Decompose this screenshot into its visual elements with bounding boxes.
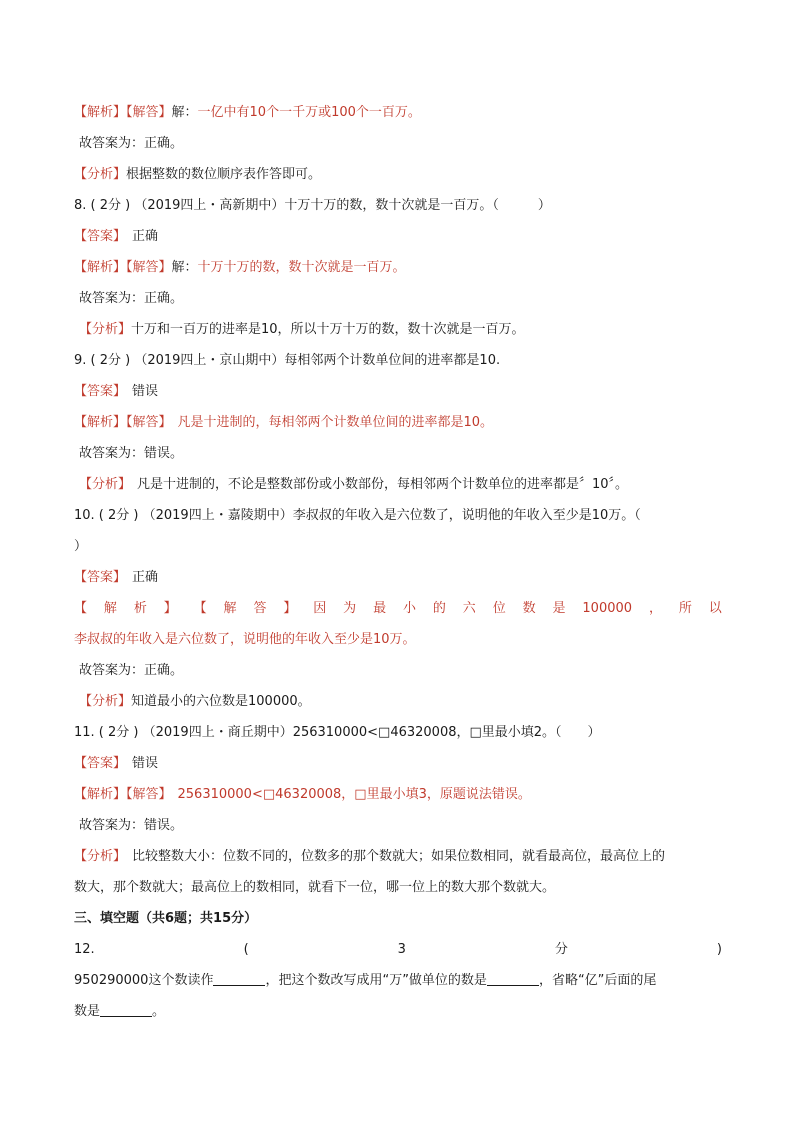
q9-conclusion: 故答案为：错误。 — [79, 446, 184, 461]
answer-tag: 【答案】 — [74, 229, 127, 244]
q9-stem: 9. ( 2分 ) （2019四上・京山期中）每相邻两个计数单位间的进率都是10. — [74, 353, 501, 368]
q8-stem: 8. ( 2分 ) （2019四上・高新期中）十万十万的数，数十次就是一百万。（ ） — [74, 198, 551, 213]
q12-line3: 数是 。 — [74, 1004, 166, 1019]
section-title: 三、填空题（共6题；共15分） — [74, 911, 258, 926]
q10-answer: 【答案】 正确 — [74, 570, 159, 585]
analysis-tag: 【解析】【解答】 — [74, 105, 172, 120]
q11-fenxi: 【分析】 比较整数大小：位数不同的，位数多的那个数就大；如果位数相同，就看最高位，最高位上的 — [74, 849, 666, 864]
q8-analysis: 【解析】【解答】解：十万十万的数，数十次就是一百万。 — [74, 260, 406, 275]
q11-fenxi-cont: 数大，那个数就大；最高位上的数相同，就看下一位，哪一位上的数大那个数就大。 — [74, 880, 556, 895]
q8-answer — [74, 226, 722, 248]
fill-blank-1[interactable] — [213, 971, 265, 986]
analysis-text: 一亿中有10个一千万或100个一百万。 — [197, 105, 421, 120]
q10-fenxi: 【分析】知道最小的六位数是100000。 — [79, 694, 311, 709]
q11-answer: 【答案】 错误 — [74, 756, 159, 771]
q10-stem: 10. ( 2分 ) （2019四上・嘉陵期中）李叔叔的年收入是六位数了，说明他的年收入至少是10万。（ — [74, 508, 641, 523]
q11-analysis: 【解析】【解答】 256310000<□46320008，□里最小填3，原题说法错误。 — [74, 787, 531, 802]
q10-analysis-justified: 【 解 析 】 【 解 答 】 因 为 最 小 的 六 位 数 是 100000 ， 所 以 — [74, 601, 722, 616]
q7-analysis: 【解析】【解答】解：一亿中有10个一千万或100个一百万。 — [74, 105, 421, 120]
q9-analysis: 【解析】【解答】 凡是十进制的，每相邻两个计数单位间的进率都是10。 — [74, 415, 494, 430]
q8-fenxi: 【分析】十万和一百万的进率是10，所以十万十万的数，数十次就是一百万。 — [79, 322, 525, 337]
fill-blank-3[interactable] — [100, 1002, 152, 1017]
q10-stem-cont: ） — [74, 539, 88, 554]
answer-value: 正确 — [132, 229, 159, 244]
q7-conclusion: 故答案为：正确。 — [79, 136, 184, 151]
q10-conclusion: 故答案为：正确。 — [79, 663, 184, 678]
q11-stem: 11. ( 2分 ) （2019四上・商丘期中）256310000<□46320008，□里最小填2。（ ） — [74, 725, 601, 740]
q9-fenxi: 【分析】 凡是十进制的，不论是整数部份或小数部份，每相邻两个计数单位的进率都是〞10〞。 — [79, 477, 629, 492]
q10-analysis-cont: 李叔叔的年收入是六位数了，说明他的年收入至少是10万。 — [74, 632, 416, 647]
fenxi-tag: 【分析】 — [74, 167, 127, 182]
q7-fenxi: 【分析】根据整数的数位顺序表作答即可。 — [74, 167, 322, 182]
q11-conclusion: 故答案为：错误。 — [79, 818, 184, 833]
q12-stem: 12. ( 3 分 ) — [74, 942, 722, 957]
fill-blank-2[interactable] — [487, 971, 539, 986]
q8-conclusion: 故答案为：正确。 — [79, 291, 184, 306]
q12-line2: 950290000这个数读作 ，把这个数改写成用“万”做单位的数是 ，省略“亿”后面的尾 — [74, 973, 657, 988]
q9-answer: 【答案】 错误 — [74, 384, 159, 399]
